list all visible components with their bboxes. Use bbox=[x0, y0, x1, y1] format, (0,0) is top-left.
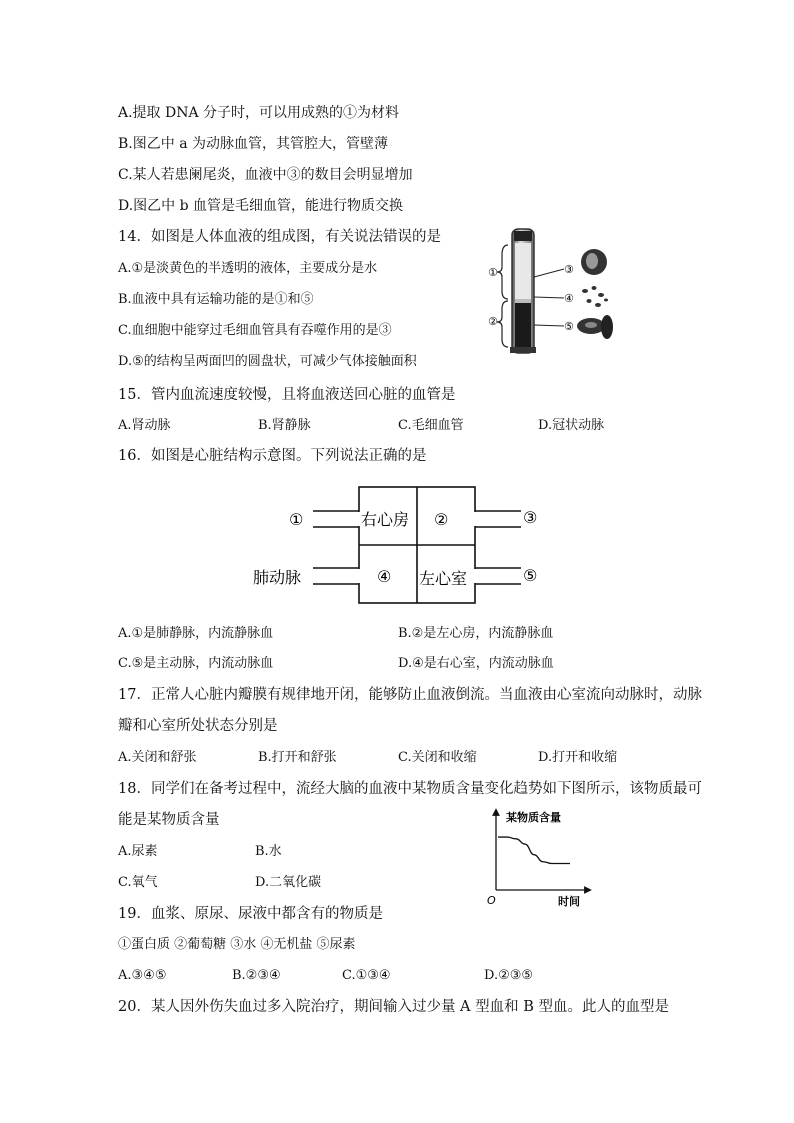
q18-stem-line1: 18．同学们在备考过程中，流经大脑的血液中某物质含量变化趋势如下图所示，该物质最可 bbox=[118, 781, 702, 797]
q19-stem: 19．血浆、原尿、尿液中都含有的物质是 bbox=[118, 906, 383, 922]
platelets bbox=[582, 286, 608, 307]
q19-option-a: A.③④⑤ bbox=[118, 968, 167, 983]
q16-stem: 16．如图是心脏结构示意图。下列说法正确的是 bbox=[118, 448, 427, 464]
heart-structure-diagram bbox=[253, 484, 555, 606]
q19-option-c: C.①③④ bbox=[342, 968, 391, 983]
q16-option-c: C.⑤是主动脉，内流动脉血 bbox=[118, 656, 274, 671]
q17-stem-line1: 17．正常人心脏内瓣膜有规律地开闭，能够防止血液倒流。当血液由心室流向动脉时，动脉 bbox=[118, 687, 702, 703]
q13-option-c: C.某人若患阑尾炎，血液中③的数目会明显增加 bbox=[118, 167, 413, 183]
q15-option-a: A.肾动脉 bbox=[118, 418, 171, 433]
q15-option-c: C.毛细血管 bbox=[398, 418, 464, 433]
heart-label-3: ③ bbox=[523, 508, 538, 527]
pulmonary-artery-label: 肺动脉 bbox=[253, 568, 302, 587]
x-axis-label: 时间 bbox=[558, 895, 580, 908]
q14-option-b: B.血液中具有运输功能的是①和⑤ bbox=[118, 292, 314, 307]
q14-option-c: C.血细胞中能穿过毛细血管具有吞噬作用的是③ bbox=[118, 323, 392, 338]
q14-option-d: D.⑤的结构呈两面凹的圆盘状，可减少气体接触面积 bbox=[118, 354, 417, 369]
q13-option-b: B.图乙中 a 为动脉血管，其管腔大，管壁薄 bbox=[118, 136, 388, 152]
heart-label-5: ⑤ bbox=[523, 566, 538, 585]
q19-option-b: B.②③④ bbox=[232, 968, 281, 983]
q18-stem-line2: 能是某物质含量 bbox=[118, 812, 220, 828]
q15-stem: 15．管内血流速度较慢，且将血液送回心脏的血管是 bbox=[118, 387, 456, 403]
q13-option-a: A.提取 DNA 分子时，可以用成熟的①为材料 bbox=[118, 105, 400, 121]
left-ventricle-label: 左心室 bbox=[419, 569, 468, 588]
q16-option-a: A.①是肺静脉，内流静脉血 bbox=[118, 626, 274, 641]
heart-label-1: ① bbox=[289, 510, 304, 529]
label-2: ② bbox=[488, 315, 498, 328]
origin-label: O bbox=[487, 894, 496, 907]
substance-content-chart bbox=[484, 808, 594, 910]
q14-stem: 14．如图是人体血液的组成图，有关说法错误的是 bbox=[118, 229, 441, 245]
q17-stem-line2: 瓣和心室所处状态分别是 bbox=[118, 718, 278, 734]
label-5: ⑤ bbox=[564, 320, 574, 333]
y-axis-label: 某物质含量 bbox=[506, 811, 561, 824]
right-atrium-label: 右心房 bbox=[361, 510, 410, 529]
q18-option-d: D.二氧化碳 bbox=[255, 875, 322, 890]
blood-composition-figure bbox=[488, 225, 618, 357]
q16-option-b: B.②是左心房，内流静脉血 bbox=[398, 626, 554, 641]
q17-option-c: C.关闭和收缩 bbox=[398, 750, 477, 765]
heart-label-2: ② bbox=[434, 510, 449, 529]
heart-label-4: ④ bbox=[377, 567, 392, 586]
label-4: ④ bbox=[564, 292, 574, 305]
q17-option-a: A.关闭和舒张 bbox=[118, 750, 197, 765]
q15-option-b: B.肾静脉 bbox=[258, 418, 311, 433]
series-line bbox=[498, 837, 570, 863]
label-1: ① bbox=[488, 266, 498, 279]
q19-items: ①蛋白质 ②葡萄糖 ③水 ④无机盐 ⑤尿素 bbox=[118, 937, 356, 952]
q14-option-a: A.①是淡黄色的半透明的液体，主要成分是水 bbox=[118, 261, 378, 276]
q15-option-d: D.冠状动脉 bbox=[538, 418, 605, 433]
q13-option-d: D.图乙中 b 血管是毛细血管，能进行物质交换 bbox=[118, 198, 404, 214]
q18-option-b: B.水 bbox=[255, 844, 282, 859]
q20-stem: 20．某人因外伤失血过多入院治疗，期间输入过少量 A 型血和 B 型血。此人的血型是 bbox=[118, 999, 670, 1015]
label-3: ③ bbox=[564, 263, 574, 276]
q17-option-d: D.打开和收缩 bbox=[538, 750, 618, 765]
q18-option-c: C.氧气 bbox=[118, 875, 158, 890]
q16-option-d: D.④是右心室，内流动脉血 bbox=[398, 656, 554, 671]
q18-option-a: A.尿素 bbox=[118, 844, 158, 859]
q19-option-d: D.②③⑤ bbox=[484, 968, 534, 983]
q17-option-b: B.打开和舒张 bbox=[258, 750, 337, 765]
